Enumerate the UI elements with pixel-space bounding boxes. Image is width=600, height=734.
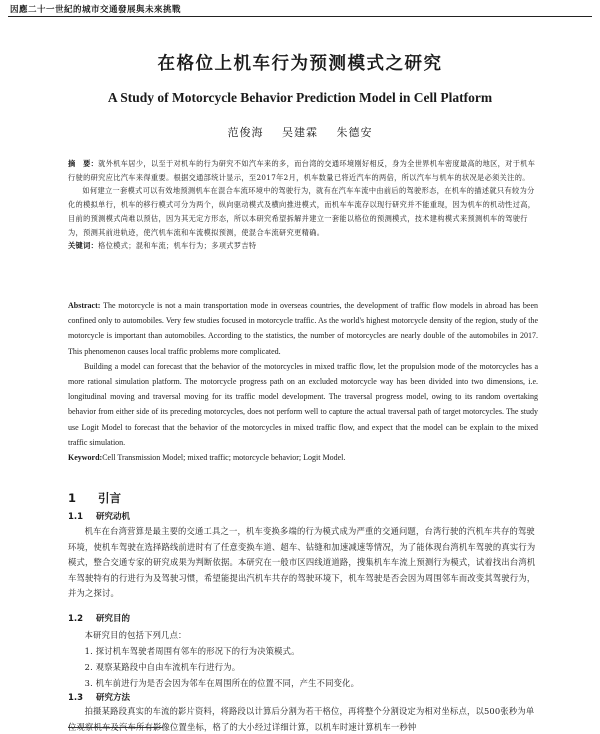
paragraph-research-method: 拍摄某路段真实的车流的影片资料，将路段以计算后分割为若干格位，再将整个分割设定为相对坐标点，以500张秒为单位观察机车及汽车所有影像位置坐标，格了的大小经过详细计算，以机车时速计算机车一秒钟 [68, 706, 535, 732]
section-1-number: 1 [68, 491, 77, 505]
subsection-1-1-number: 1.1 [68, 512, 84, 522]
subsection-1-2-title: 研究目的 [96, 614, 131, 624]
running-header: 因應二十一世紀的城市交通發展與未來挑戰 [10, 5, 182, 15]
section-1-heading [68, 490, 121, 506]
abstract-en-label: Abstract: [68, 301, 101, 310]
keywords-en-label: Keyword: [68, 453, 103, 463]
objectives-intro: 本研究目的包括下列几点： [84, 630, 187, 640]
author-list: 范俊海 吴建霖 朱德安 [227, 126, 373, 139]
subsection-1-3-title: 研究方法 [96, 693, 131, 703]
keywords-en-text: Cell Transmission Model; mixed traffic; motorcycle behavior; Logit Model. [102, 453, 346, 463]
abstract-chinese [68, 157, 538, 253]
abstract-cn-paragraph-1: 就外机车居少，以至于对机车的行为研究不如汽车来的多，而台湾的交通环境刚好相反，身为全世界机车密度最高的地区，对于机车行驶的研究应比汽车来得重要。根据交通部统计显示，至2017年2月，机车数量已将近汽车的两倍，所以汽车与机车的状况是必须关注的。 [68, 159, 536, 182]
section-1-2-body [68, 627, 540, 691]
abstract-en-paragraph-1: The motorcycle is not a main transportation mode in overseas countries, the development of traffic flow models in abroad has been confined only to automobiles. Very few studies focused in motorcycle traffic. As the world's highest motorcycle density of the region, study of the motorcycle is important than automobiles. According to the statistics, the number of motorcycles are nearly double of the automobiles in 2017. This phenomenon causes local traffic problems more complicated. [68, 301, 538, 356]
header-rule [8, 16, 592, 17]
paper-title-chinese: 在格位上机车行为预测模式之研究 [157, 54, 443, 74]
subsection-1-3-number: 1.3 [68, 693, 84, 703]
subsection-1-3-heading [68, 691, 130, 703]
objective-item: 2. 观察某路段中自由车流机车行进行为。 [84, 662, 241, 672]
section-1-title: 引言 [98, 491, 122, 505]
abstract-cn-label: 摘 要： [68, 159, 99, 168]
subsection-1-1-heading [68, 510, 130, 522]
abstract-en-paragraph-2: Building a model can forecast that the behavior of the motorcycles in mixed traffic flow, let the propulsion mode of the motorcycles has a more rational simulation platform. The motorcycle progress path on an excluded motorcycle way has been divided into two dimensions, i.e. longitudinal moving and traversal moving for its traffic model development. The traversal progress model, owing to its random overtaking behavior from either side of its preceding motorcycles, does not perform well to capture the actual traversal path of target motorcycles. The study use Logit Model to forecast that the behavior of the motorcycles in mixed traffic flow, and expect that the model can be explain to the mixed traffic simulation. [68, 361, 538, 447]
section-1-1-body [68, 524, 540, 602]
keywords-cn-label: 关键词： [68, 241, 99, 251]
paper-title-english: A Study of Motorcycle Behavior Prediction Model in Cell Platform [107, 90, 493, 105]
abstract-english [68, 298, 538, 465]
keywords-cn-text: 格位模式；混和车流；机车行为；多项式罗吉特 [98, 241, 257, 251]
abstract-cn-paragraph-2: 如何建立一套模式可以有效地预测机车在混合车流环境中的驾驶行为，就有在汽车车流中由前后的驾驶形态，在机车的描述就只有较为分化的模拟单行，机车的移行模式可分为两个，纵向驱动模式及横向推进模式，而机车车流存以现行研究并不能重现，因为机车的机动性过高，目前的预测模式尚难以预估，因为其无定方形态，所以本研究希望拆解并建立一套能以格位的预测模式，技术建构模式来预测机车的驾驶行为，预测其前进轨迹，使汽机车流和车流模拟预测，使混合车流研究更精确。 [68, 186, 536, 237]
objective-item: 3. 机车前进行为是否会因为邻车在周围所在的位置不同，产生不同变化。 [84, 678, 360, 688]
subsection-1-2-number: 1.2 [68, 614, 84, 624]
objective-item: 1. 探讨机车驾驶者周围有邻车的形况下的行为决策模式。 [84, 646, 300, 656]
subsection-1-2-heading [68, 612, 130, 624]
paragraph-research-motivation: 机车在台湾营算是最主要的交通工具之一，机车变换多端的行为模式成为严重的交通问题，台湾行驶的汽机车共存的驾驶环境，使机车驾驶在选择路线前进时有了任意变换车道、超车、钻缝和加速减速等情况，为了能体现台湾机车驾驶的真实行为模式，整合交通专家的研究成果为判断依据。本研究在一般市区四线道道路，搜集机车车流上预测行为模式，试着找出台湾机车驾驶特有的行进行为及驾驶习惯，希望能提出汽机车共存的驾驶环境下，机车驾驶是否会因为周围邻车而改变其驾驶行为，并为之探讨。 [68, 526, 536, 598]
footnote-rule [68, 727, 163, 728]
subsection-1-1-title: 研究动机 [96, 512, 131, 522]
